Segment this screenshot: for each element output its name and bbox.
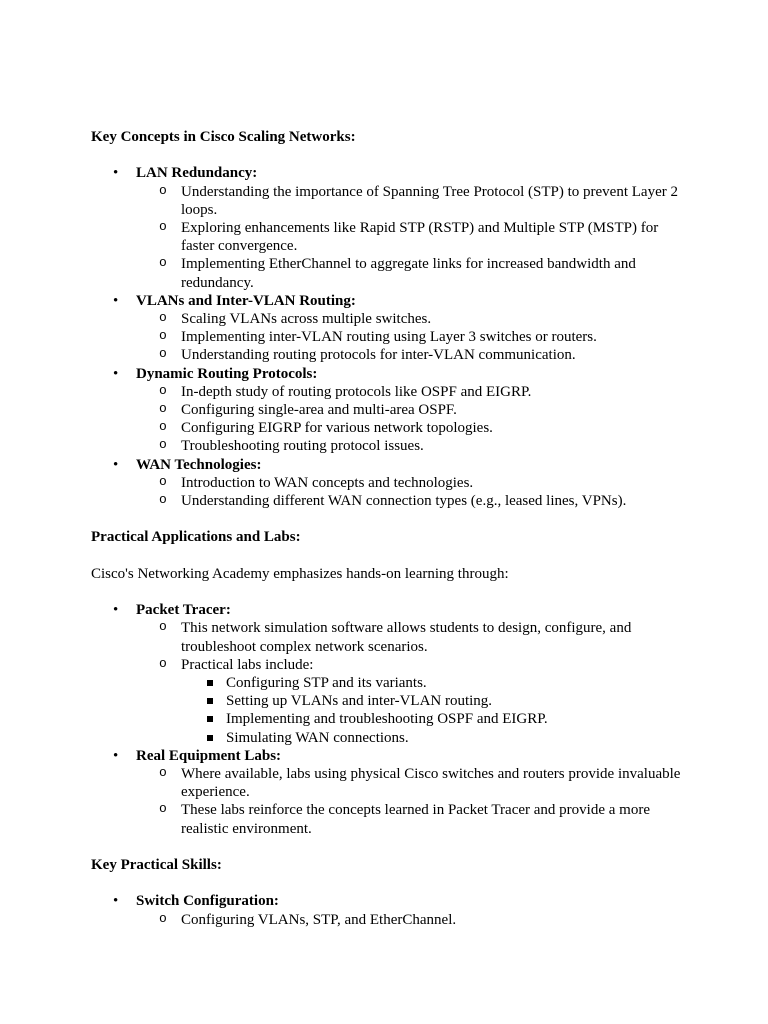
lab-item-text: Configuring STP and its variants. [226, 675, 427, 692]
item-label: WAN Technologies: [136, 456, 262, 473]
sub-item [136, 328, 681, 346]
lab-item [181, 674, 681, 692]
circle-bullet-icon: o [159, 437, 167, 453]
lab-item-text: Simulating WAN connections. [226, 729, 409, 746]
sub-item [136, 656, 681, 747]
circle-bullet-icon: o [159, 255, 167, 271]
sub-list [136, 619, 681, 746]
item-label: LAN Redundancy: [136, 165, 258, 182]
practical-skills-list [91, 892, 681, 928]
section-heading-practical-labs: Practical Applications and Labs: [91, 529, 301, 546]
square-bullet-icon [207, 735, 213, 741]
sub-item [136, 346, 681, 364]
circle-bullet-icon: o [159, 328, 167, 344]
list-item-vlans [91, 292, 681, 365]
sub-list [136, 183, 681, 292]
sub-item-text: Exploring enhancements like Rapid STP (RSTP) and Multiple STP (MSTP) for faster convergence. [181, 220, 659, 255]
circle-bullet-icon: o [159, 765, 167, 781]
circle-bullet-icon: o [159, 182, 167, 198]
sub-item [136, 474, 681, 492]
section-intro: Cisco's Networking Academy emphasizes hands-on learning through: [91, 565, 509, 582]
list-item-wan-technologies [91, 456, 681, 511]
sub-item-text: This network simulation software allows students to design, configure, and troubleshoot complex network scenarios. [181, 620, 632, 655]
sub-list [136, 765, 681, 838]
circle-bullet-icon: o [159, 346, 167, 362]
circle-bullet-icon: o [159, 655, 167, 671]
sub-item [136, 801, 681, 837]
sub-item [136, 310, 681, 328]
sub-item [136, 401, 681, 419]
sub-item-text: Configuring EIGRP for various network topologies. [181, 420, 493, 437]
sub-item-text: Introduction to WAN concepts and technologies. [181, 474, 474, 491]
item-label: Dynamic Routing Protocols: [136, 365, 318, 382]
lab-item [181, 729, 681, 747]
lab-item [181, 710, 681, 728]
item-label: Switch Configuration: [136, 893, 279, 910]
sub-item [136, 383, 681, 401]
sub-item [136, 492, 681, 510]
square-bullet-icon [207, 716, 213, 722]
document-page [91, 128, 681, 929]
sub-item [136, 437, 681, 455]
lab-item [181, 692, 681, 710]
sub-item-text: Implementing EtherChannel to aggregate links for increased bandwidth and redundancy. [181, 256, 636, 291]
circle-bullet-icon: o [159, 219, 167, 234]
square-bullet-icon [207, 680, 213, 686]
circle-bullet-icon: o [159, 492, 167, 508]
list-item-packet-tracer [91, 601, 681, 747]
sub-item [136, 255, 681, 291]
bullet-icon: • [113, 602, 119, 619]
sub-item-text: Configuring VLANs, STP, and EtherChannel. [181, 911, 457, 928]
circle-bullet-icon: o [159, 473, 167, 489]
sub-item [136, 619, 681, 655]
sub-item [136, 419, 681, 437]
sub-item-text: Configuring single-area and multi-area OSPF. [181, 402, 457, 419]
section-heading-key-concepts: Key Concepts in Cisco Scaling Networks: [91, 129, 356, 145]
sub-item-text: Practical labs include: [181, 656, 314, 673]
item-label: Packet Tracer: [136, 602, 231, 619]
sub-item-text: Troubleshooting routing protocol issues. [181, 438, 424, 455]
lab-item-text: Setting up VLANs and inter-VLAN routing. [226, 693, 493, 710]
square-bullet-icon [207, 698, 213, 704]
labs-sub-list [181, 674, 681, 747]
bullet-icon: • [113, 365, 119, 382]
bullet-icon: • [113, 893, 119, 910]
sub-item-text: Understanding the importance of Spanning Tree Protocol (STP) to prevent Layer 2 loops. [181, 183, 678, 218]
circle-bullet-icon: o [159, 401, 167, 417]
bullet-icon: • [113, 292, 119, 309]
sub-item [136, 765, 681, 801]
sub-item-text: In-depth study of routing protocols like OSPF and EIGRP. [181, 383, 532, 400]
sub-item-text: Where available, labs using physical Cisco switches and routers provide invaluable experience. [181, 766, 681, 801]
item-label: VLANs and Inter-VLAN Routing: [136, 292, 356, 309]
circle-bullet-icon: o [159, 801, 167, 817]
key-concepts-list [91, 164, 681, 510]
bullet-icon: • [113, 456, 119, 473]
circle-bullet-icon: o [159, 619, 167, 635]
circle-bullet-icon: o [159, 382, 167, 398]
bullet-icon: • [113, 165, 119, 182]
circle-bullet-icon: o [159, 910, 167, 926]
sub-item [136, 219, 681, 255]
circle-bullet-icon: o [159, 310, 167, 326]
circle-bullet-icon: o [159, 419, 167, 435]
sub-item-text: Understanding different WAN connection types (e.g., leased lines, VPNs). [181, 493, 627, 510]
list-item-lan-redundancy [91, 164, 681, 291]
sub-item-text: Implementing inter-VLAN routing using Layer 3 switches or routers. [181, 329, 597, 346]
section-heading-practical-skills: Key Practical Skills: [91, 857, 222, 874]
sub-item-text: Understanding routing protocols for inter-VLAN communication. [181, 347, 576, 364]
sub-list [136, 911, 681, 929]
sub-list [136, 383, 681, 456]
sub-item [136, 911, 681, 929]
sub-list [136, 310, 681, 365]
item-label: Real Equipment Labs: [136, 747, 282, 764]
sub-item-text: These labs reinforce the concepts learned in Packet Tracer and provide a more realistic environment. [181, 802, 650, 837]
sub-item [136, 183, 681, 219]
practical-labs-list [91, 601, 681, 838]
list-item-switch-configuration [91, 892, 681, 928]
list-item-real-equipment [91, 747, 681, 838]
sub-item-text: Scaling VLANs across multiple switches. [181, 311, 432, 328]
sub-list [136, 474, 681, 510]
lab-item-text: Implementing and troubleshooting OSPF and EIGRP. [226, 711, 548, 728]
bullet-icon: • [113, 747, 119, 764]
list-item-dynamic-routing [91, 365, 681, 456]
